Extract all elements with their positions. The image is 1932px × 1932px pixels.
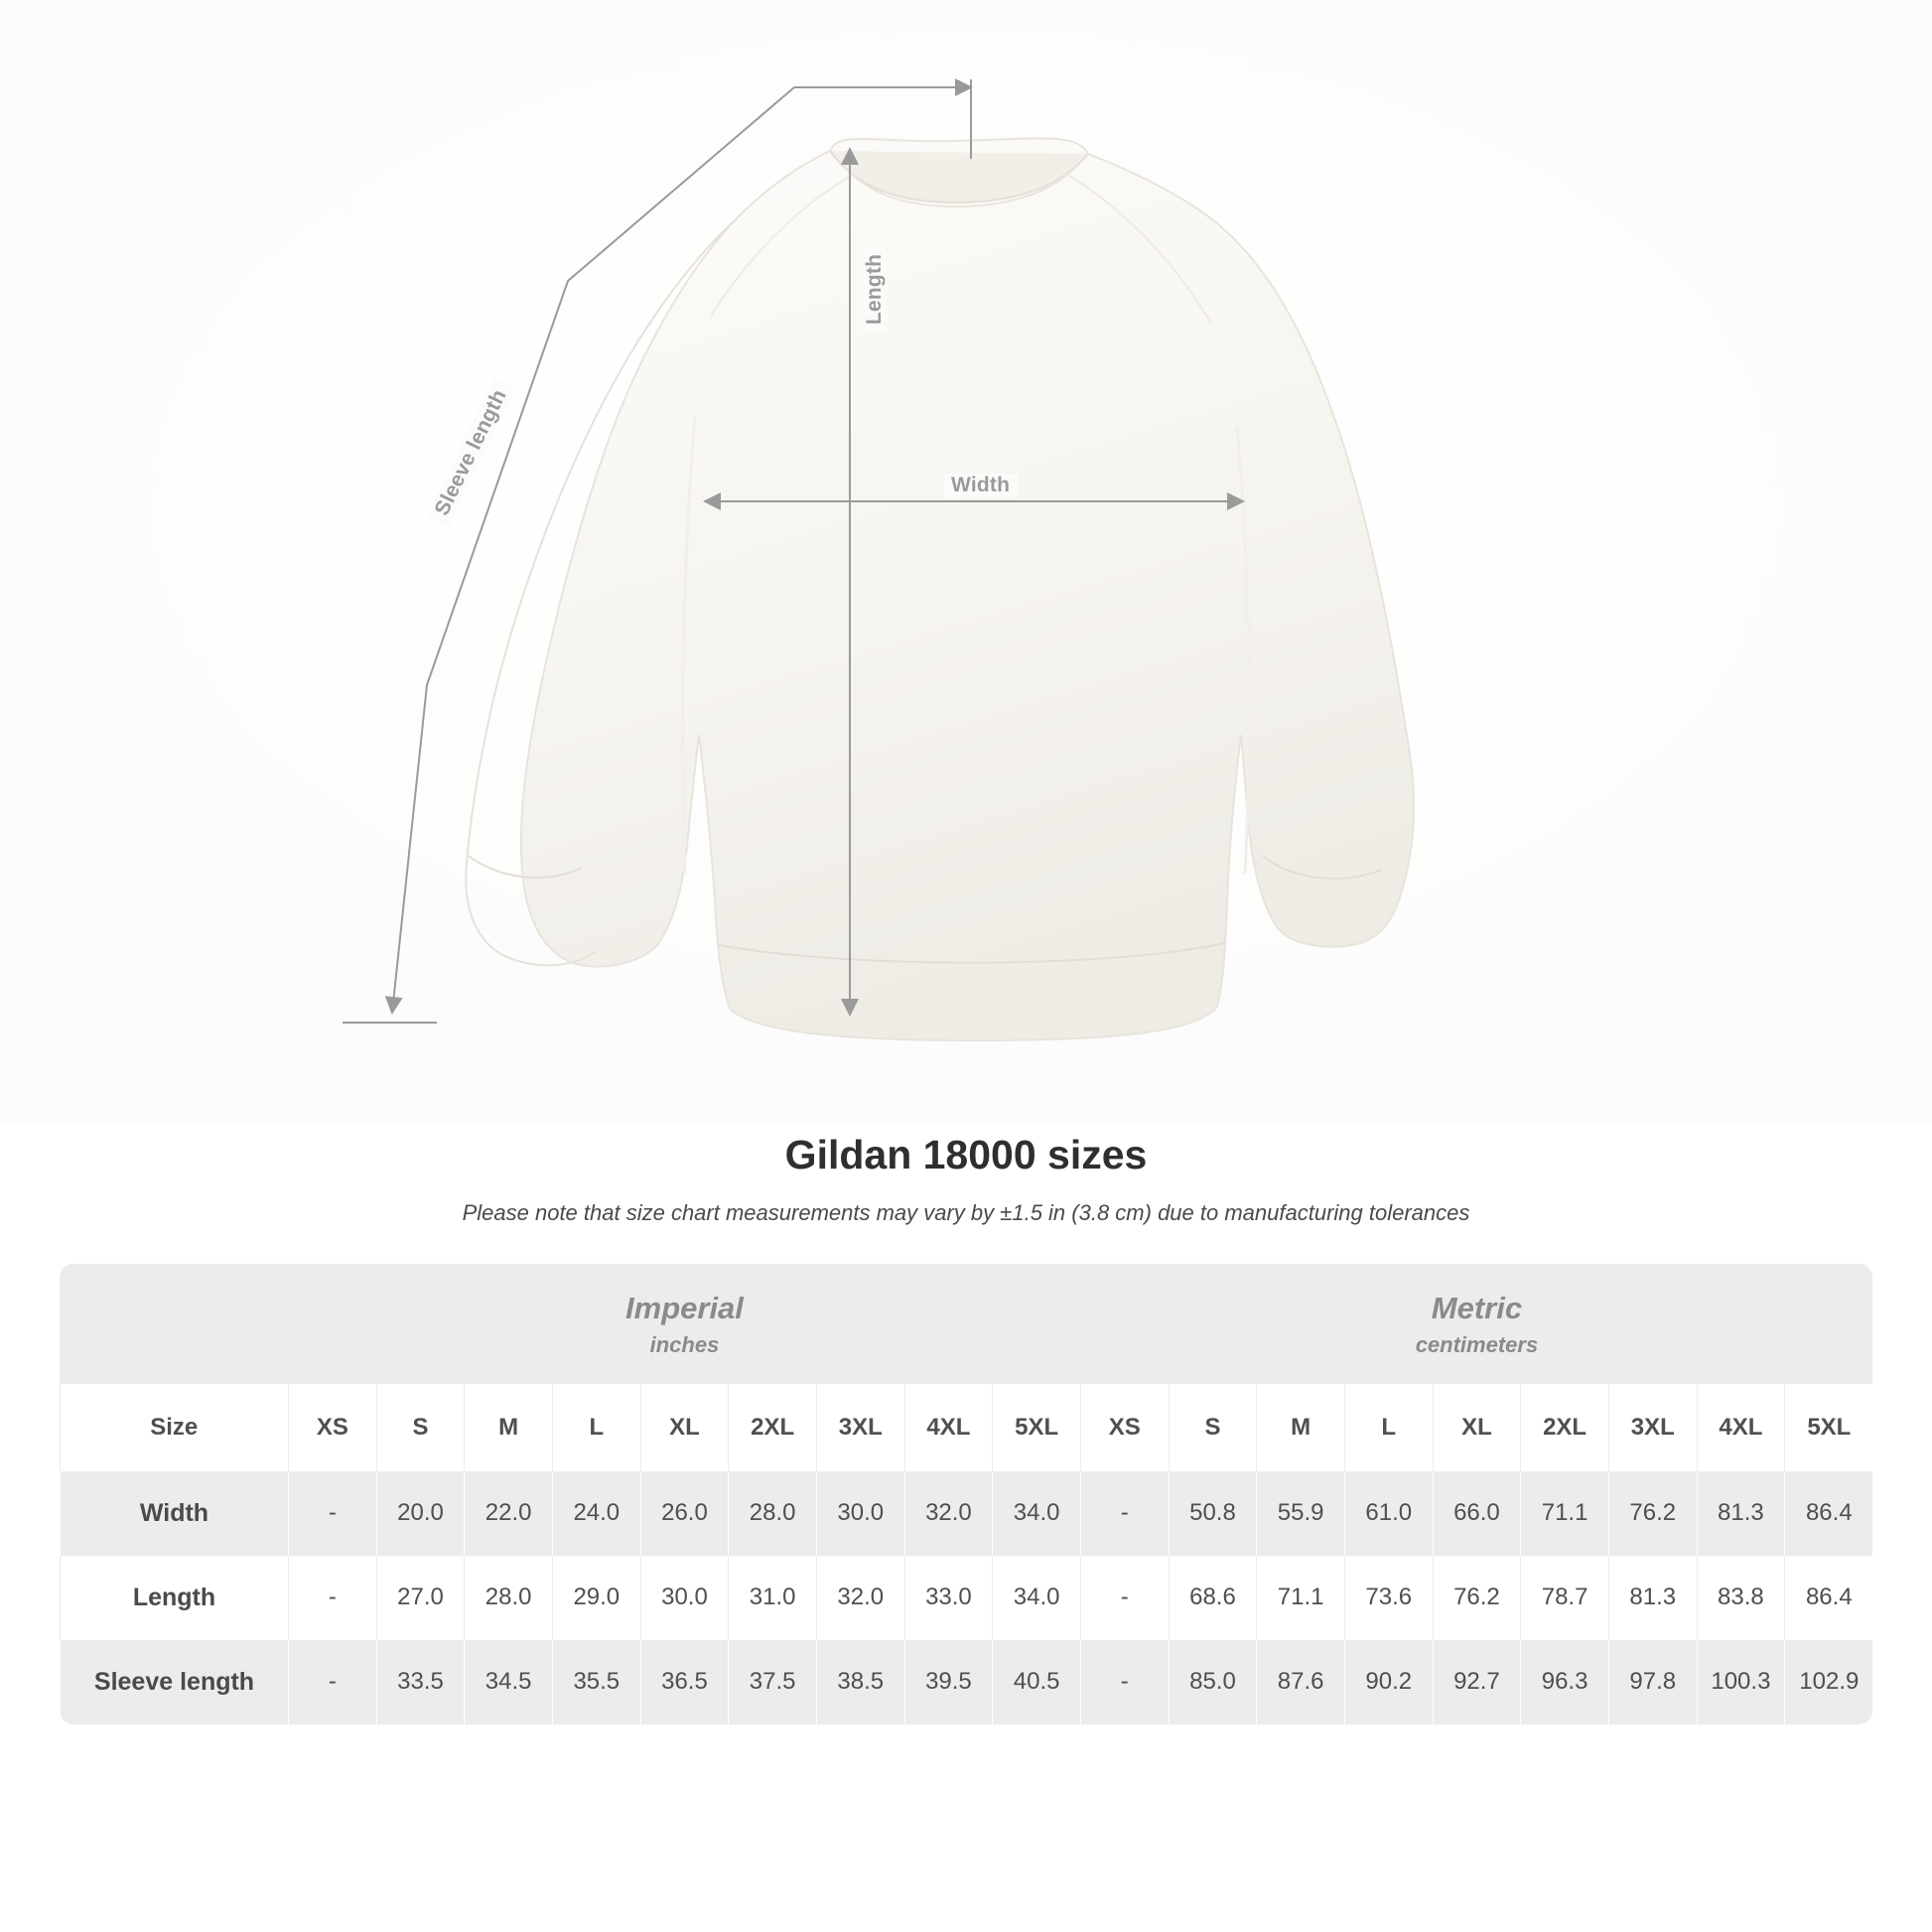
cell-2-16: 100.3 xyxy=(1697,1640,1785,1725)
column-header-12: L xyxy=(1344,1384,1433,1471)
cell-1-7: 33.0 xyxy=(904,1556,993,1640)
cell-1-15: 81.3 xyxy=(1608,1556,1697,1640)
column-header-4: XL xyxy=(640,1384,729,1471)
unit-header-row xyxy=(61,1264,1873,1384)
cell-2-5: 37.5 xyxy=(729,1640,817,1725)
column-header-1: S xyxy=(376,1384,465,1471)
cell-1-9: - xyxy=(1080,1556,1169,1640)
cell-0-16: 81.3 xyxy=(1697,1471,1785,1556)
cell-2-1: 33.5 xyxy=(376,1640,465,1725)
cell-1-2: 28.0 xyxy=(465,1556,553,1640)
column-header-7: 4XL xyxy=(904,1384,993,1471)
cell-0-5: 28.0 xyxy=(729,1471,817,1556)
cell-0-8: 34.0 xyxy=(993,1471,1081,1556)
unit-group-metric-sub: centimeters xyxy=(1415,1331,1539,1357)
cell-1-8: 34.0 xyxy=(993,1556,1081,1640)
unit-group-imperial-name: Imperial xyxy=(625,1291,744,1325)
column-header-14: 2XL xyxy=(1521,1384,1609,1471)
cell-0-4: 26.0 xyxy=(640,1471,729,1556)
row-label-0: Width xyxy=(61,1471,289,1556)
cell-2-11: 87.6 xyxy=(1257,1640,1345,1725)
cell-0-11: 55.9 xyxy=(1257,1471,1345,1556)
size-table-body xyxy=(61,1471,1873,1725)
cell-0-9: - xyxy=(1080,1471,1169,1556)
cell-0-12: 61.0 xyxy=(1344,1471,1433,1556)
column-header-8: 5XL xyxy=(993,1384,1081,1471)
cell-2-4: 36.5 xyxy=(640,1640,729,1725)
column-header-3: L xyxy=(552,1384,640,1471)
tolerance-note: Please note that size chart measurements may vary by ±1.5 in (3.8 cm) due to manufacturing tolerances xyxy=(462,1200,1470,1225)
cell-0-0: - xyxy=(289,1471,377,1556)
cell-0-6: 30.0 xyxy=(816,1471,904,1556)
cell-1-16: 83.8 xyxy=(1697,1556,1785,1640)
column-header-10: S xyxy=(1169,1384,1257,1471)
cell-1-6: 32.0 xyxy=(816,1556,904,1640)
cell-2-15: 97.8 xyxy=(1608,1640,1697,1725)
column-header-16: 4XL xyxy=(1697,1384,1785,1471)
cell-2-2: 34.5 xyxy=(465,1640,553,1725)
table-row xyxy=(61,1640,1873,1725)
column-header-2: M xyxy=(465,1384,553,1471)
row-label-1: Length xyxy=(61,1556,289,1640)
sleeve-length-dimension-label: Sleeve length xyxy=(427,379,515,527)
unit-group-imperial xyxy=(289,1264,1081,1384)
table-row xyxy=(61,1471,1873,1556)
cell-1-10: 68.6 xyxy=(1169,1556,1257,1640)
column-header-13: XL xyxy=(1433,1384,1521,1471)
cell-1-4: 30.0 xyxy=(640,1556,729,1640)
cell-2-7: 39.5 xyxy=(904,1640,993,1725)
title-block xyxy=(0,1132,1932,1226)
cell-2-6: 38.5 xyxy=(816,1640,904,1725)
column-header-row xyxy=(61,1384,1873,1471)
column-header-11: M xyxy=(1257,1384,1345,1471)
cell-0-13: 66.0 xyxy=(1433,1471,1521,1556)
cell-2-17: 102.9 xyxy=(1785,1640,1872,1725)
column-header-17: 5XL xyxy=(1785,1384,1872,1471)
cell-2-3: 35.5 xyxy=(552,1640,640,1725)
cell-0-14: 71.1 xyxy=(1521,1471,1609,1556)
cell-1-3: 29.0 xyxy=(552,1556,640,1640)
size-table-head xyxy=(61,1264,1873,1471)
column-header-15: 3XL xyxy=(1608,1384,1697,1471)
column-header-5: 2XL xyxy=(729,1384,817,1471)
cell-0-3: 24.0 xyxy=(552,1471,640,1556)
row-label-2: Sleeve length xyxy=(61,1640,289,1725)
cell-0-15: 76.2 xyxy=(1608,1471,1697,1556)
column-header-9: XS xyxy=(1080,1384,1169,1471)
cell-1-5: 31.0 xyxy=(729,1556,817,1640)
cell-1-13: 76.2 xyxy=(1433,1556,1521,1640)
column-header-0: XS xyxy=(289,1384,377,1471)
cell-0-17: 86.4 xyxy=(1785,1471,1872,1556)
table-row xyxy=(61,1556,1873,1640)
length-dimension-label: Length xyxy=(863,246,887,333)
unit-spacer-cell xyxy=(61,1264,289,1384)
cell-1-14: 78.7 xyxy=(1521,1556,1609,1640)
column-header-6: 3XL xyxy=(816,1384,904,1471)
cell-0-10: 50.8 xyxy=(1169,1471,1257,1556)
cell-0-2: 22.0 xyxy=(465,1471,553,1556)
cell-0-7: 32.0 xyxy=(904,1471,993,1556)
cell-2-10: 85.0 xyxy=(1169,1640,1257,1725)
size-row-header: Size xyxy=(61,1384,289,1471)
cell-1-17: 86.4 xyxy=(1785,1556,1872,1640)
width-dimension-label: Width xyxy=(943,474,1018,497)
unit-group-metric-name: Metric xyxy=(1431,1291,1523,1325)
cell-2-9: - xyxy=(1080,1640,1169,1725)
page-title: Gildan 18000 sizes xyxy=(784,1132,1148,1177)
size-table-container xyxy=(60,1264,1872,1725)
unit-group-imperial-sub: inches xyxy=(649,1331,720,1357)
size-table xyxy=(60,1264,1872,1725)
cell-2-0: - xyxy=(289,1640,377,1725)
cell-2-8: 40.5 xyxy=(993,1640,1081,1725)
cell-0-1: 20.0 xyxy=(376,1471,465,1556)
cell-2-13: 92.7 xyxy=(1433,1640,1521,1725)
cell-1-12: 73.6 xyxy=(1344,1556,1433,1640)
cell-1-0: - xyxy=(289,1556,377,1640)
cell-2-12: 90.2 xyxy=(1344,1640,1433,1725)
cell-1-1: 27.0 xyxy=(376,1556,465,1640)
cell-1-11: 71.1 xyxy=(1257,1556,1345,1640)
cell-2-14: 96.3 xyxy=(1521,1640,1609,1725)
unit-group-metric xyxy=(1080,1264,1872,1384)
